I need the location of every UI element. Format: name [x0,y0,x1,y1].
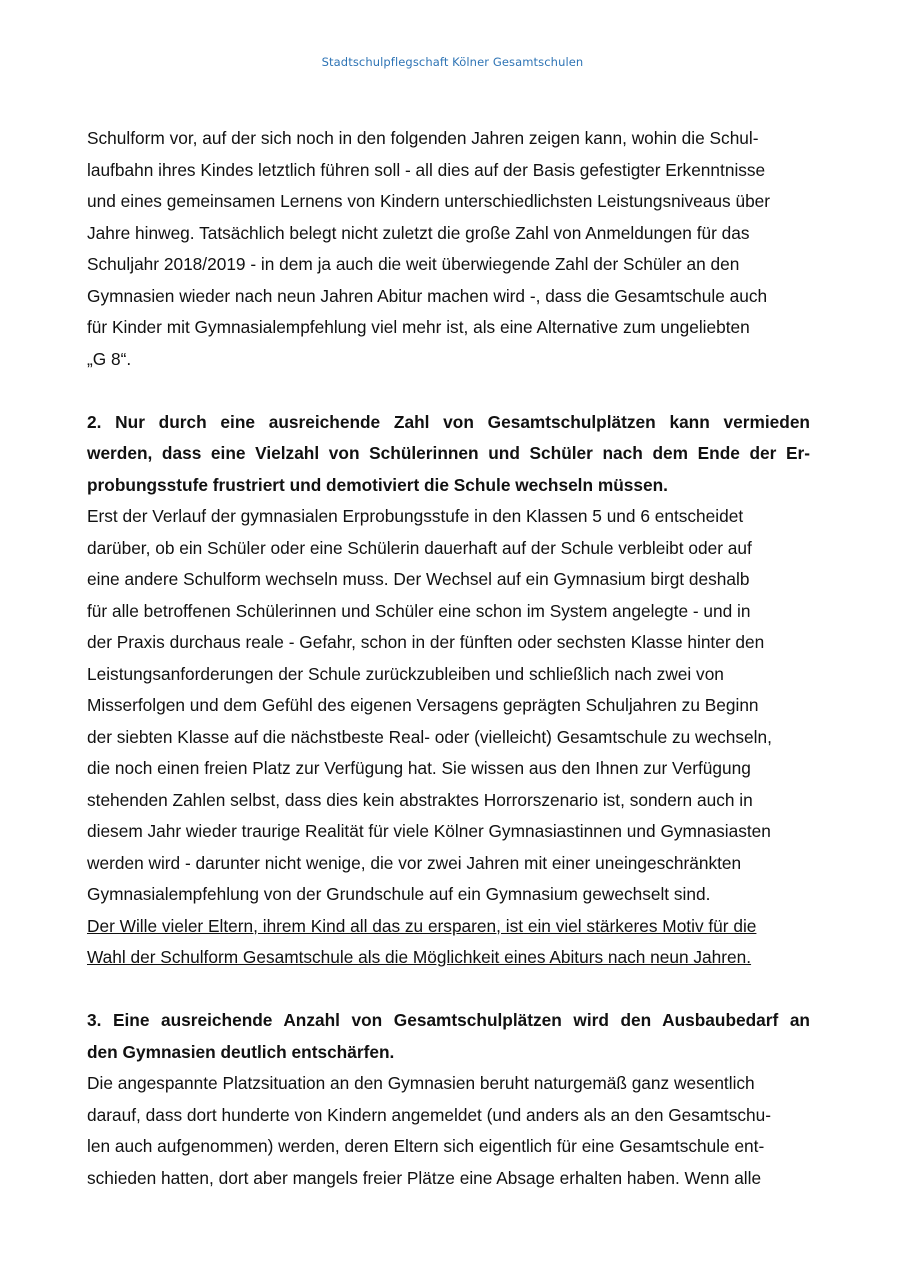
text-line: Gymnasialempfehlung von der Grundschule auf ein Gymnasium gewechselt sind. [87,884,711,904]
text-line: darüber, ob ein Schüler oder eine Schülerin dauerhaft auf der Schule verbleibt oder auf [87,537,752,558]
text-line: der Praxis durchaus reale - Gefahr, schon in der fünften oder sechsten Klasse hinter den [87,632,765,652]
text-line: Misserfolgen und dem Gefühl des eigenen Versagens geprägten Schuljahren zu Beginn [87,695,759,715]
text-line: diesem Jahr wieder traurige Realität für viele Kölner Gymnasiastinnen und Gymnasiasten [87,821,771,841]
text-line: für Kinder mit Gymnasialempfehlung viel mehr ist, als eine Alternative zum ungeliebten [87,317,750,337]
paragraph-spacer [87,974,810,1006]
heading-line: den Gymnasien deutlich entschärfen. [87,1041,395,1062]
underlined-text: Der Wille vieler Eltern, ihrem Kind all das zu ersparen, ist ein viel stärkeres Motiv für die [87,915,757,936]
text-line: eine andere Schulform wechseln muss. Der Wechsel auf ein Gymnasium birgt deshalb [87,569,750,589]
text-line: Schulform vor, auf der sich noch in den folgenden Jahren zeigen kann, wohin die Schul- [87,128,759,148]
text-line: Erst der Verlauf der gymnasialen Erprobungsstufe in den Klassen 5 und 6 entscheidet [87,506,744,526]
heading-line: 2. Nur durch eine ausreichende Zahl von Gesamtschulplätzen kann vermieden [87,411,810,432]
text-line: len auch aufgenommen) werden, deren Eltern sich eigentlich für eine Gesamtschule ent- [87,1136,765,1156]
text-line: und eines gemeinsamen Lernens von Kindern unterschiedlichsten Leistungsniveaus über [87,191,771,211]
section-3-paragraph [87,1068,810,1194]
text-line: Gymnasien wieder nach neun Jahren Abitur machen wird -, dass die Gesamtschule auch [87,285,768,306]
text-line: die noch einen freien Platz zur Verfügung hat. Sie wissen aus den Ihnen zur Verfügung [87,758,751,778]
text-line: Leistungsanforderungen der Schule zurückzubleiben und schließlich nach zwei von [87,663,724,684]
text-line: Schuljahr 2018/2019 - in dem ja auch die weit überwiegende Zahl der Schüler an den [87,254,740,274]
heading-line: 3. Eine ausreichende Anzahl von Gesamtschulplätzen wird den Ausbaubedarf an [87,1010,810,1030]
text-line: Jahre hinweg. Tatsächlich belegt nicht zuletzt die große Zahl von Anmeldungen für das [87,222,750,243]
text-line: schieden hatten, dort aber mangels freier Plätze eine Absage erhalten haben. Wenn alle [87,1167,762,1188]
text-line: laufbahn ihres Kindes letztlich führen soll - all dies auf der Basis gefestigter Erkenntnisse [87,159,766,180]
intro-paragraph [87,123,810,375]
text-line: werden wird - darunter nicht wenige, die vor zwei Jahren mit einer uneingeschränkten [87,852,742,873]
paragraph-spacer [87,375,810,407]
text-line: darauf, dass dort hunderte von Kindern angemeldet (und anders als an den Gesamtschu- [87,1104,771,1125]
section-2-heading [87,407,810,502]
text-line: für alle betroffenen Schülerinnen und Schüler eine schon im System angelegte - und in [87,600,751,621]
text-line: der siebten Klasse auf die nächstbeste Real- oder (vielleicht) Gesamtschule zu wechseln, [87,726,772,747]
section-2-underlined-statement [87,911,810,974]
section-2-paragraph [87,501,810,911]
underlined-text: Wahl der Schulform Gesamtschule als die Möglichkeit eines Abiturs nach neun Jahren. [87,947,752,967]
heading-line: werden, dass eine Vielzahl von Schülerinnen und Schüler nach dem Ende der Er- [87,443,810,463]
text-line: „G 8“. [87,348,132,369]
page-header: Stadtschulpflegschaft Kölner Gesamtschulen [321,55,584,69]
heading-line: probungsstufe frustriert und demotiviert die Schule wechseln müssen. [87,474,668,495]
section-3-heading [87,1005,810,1068]
document-body [87,123,810,1194]
underlined-line-wrap [87,911,810,943]
underlined-line-wrap [87,942,810,974]
text-line: stehenden Zahlen selbst, dass dies kein abstraktes Horrorszenario ist, sondern auch in [87,789,753,810]
text-line: Die angespannte Platzsituation an den Gymnasien beruht naturgemäß ganz wesentlich [87,1073,755,1093]
